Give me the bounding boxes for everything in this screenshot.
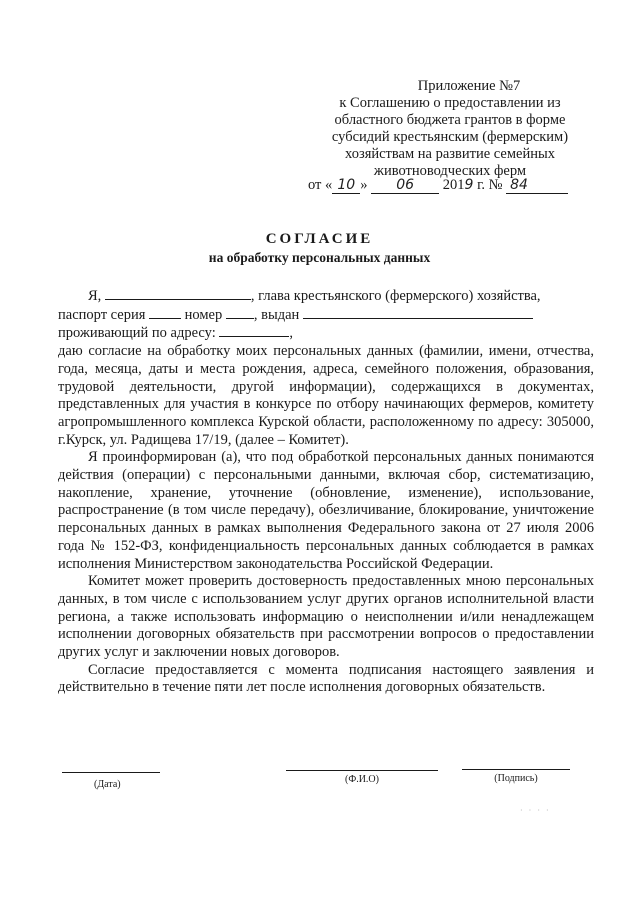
address-line [58,324,594,343]
date-suffix: г. № [473,177,503,193]
scan-artifact: · · · · [520,806,551,815]
passport-issued-label: , выдан [253,306,303,323]
name-suffix: , глава крестьянского (фермерского) хозяйства, [250,288,541,304]
date-signature-field[interactable] [62,772,160,790]
validity-paragraph: Согласие предоставляется с момента подписания настоящего заявления и действительно в течение пяти лет после исполнения договорных обязательств. [58,661,594,696]
signature-caption: (Подпись) [494,773,538,784]
agreement-date-line [308,177,568,194]
passport-number-field[interactable] [226,306,254,319]
consent-paragraph: даю согласие на обработку моих персональных данных (фамилии, имени, отчества, года, месяца, даты и места рождения, адреса, семейного положения, образования, трудовой деятельности, другой информации), содержащихся в документах, представленных для участия в конкурсе по отбору начинающих фермеров, комитету агропромышленного комплекса Курской области, расположенному по адресу: 305000, г.Курск, ул. Радищева 17/19, (далее – Комитет). [58,343,594,448]
passport-number-label: номер [184,306,226,323]
handwritten-day: 10 [332,177,360,194]
date-prefix: от « [308,177,333,193]
appendix-line: к Соглашению о предоставлении из [339,95,561,111]
name-line [58,287,594,306]
signature-rule [462,769,570,770]
name-field[interactable] [105,287,251,300]
document-body [58,287,594,697]
handwritten-number: 84 [506,177,568,194]
verification-paragraph: Комитет может проверить достоверность предоставленных мною персональных данных, в том числе с использованием услуг других органов исполнительной власти региона, а также использовать информацию о неисполнении и/или ненадлежащем исполнении договорных обязательств при рассмотрении вопросов о предоставлении других услуг и заключении новых договоров. [58,573,594,661]
address-field[interactable] [219,324,289,337]
passport-issued-field[interactable] [303,306,533,319]
address-comma: , [289,325,293,342]
document-title: СОГЛАСИЕ [265,231,374,247]
date-rule [62,772,160,773]
appendix-block [300,78,600,180]
handwritten-year-digit: 9 [464,177,474,193]
date-year-prefix: 201 [442,177,465,193]
passport-series-field[interactable] [149,306,181,319]
passport-series-label: паспорт серия [58,306,150,323]
fio-rule [286,770,438,771]
passport-line [58,306,594,325]
document-subtitle: на обработку персональных данных [208,250,431,265]
date-caption: (Дата) [94,779,121,790]
signature-field[interactable] [462,769,570,784]
address-label: проживающий по адресу: [58,325,220,342]
appendix-line: областного бюджета грантов в форме [334,112,566,128]
appendix-line: субсидий крестьянским (фермерским) [331,129,569,145]
appendix-line: животноводческих ферм [373,163,527,179]
handwritten-month: 06 [371,177,439,194]
fio-caption: (Ф.И.О) [344,774,379,785]
date-mid: » [360,177,368,193]
fio-signature-field[interactable] [286,770,438,785]
appendix-title: Приложение №7 [417,78,521,94]
name-prefix: Я, [88,288,105,304]
appendix-line: хозяйствам на развитие семейных [345,146,555,162]
processing-paragraph: Я проинформирован (а), что под обработкой персональных данных понимаются действия (операции) с персональными данными, включая сбор, систематизацию, накопление, хранение, уточнение (обновление, изменение), использование, распространение (в том числе передачу), обезличивание, блокирование, уничтожение персональных данных в рамках выполнения Федерального закона от 27 июля 2006 года № 152-ФЗ, конфиденциальность персональных данных соблюдается в рамках исполнения Министерством законодательства Российской Федерации. [58,449,594,572]
